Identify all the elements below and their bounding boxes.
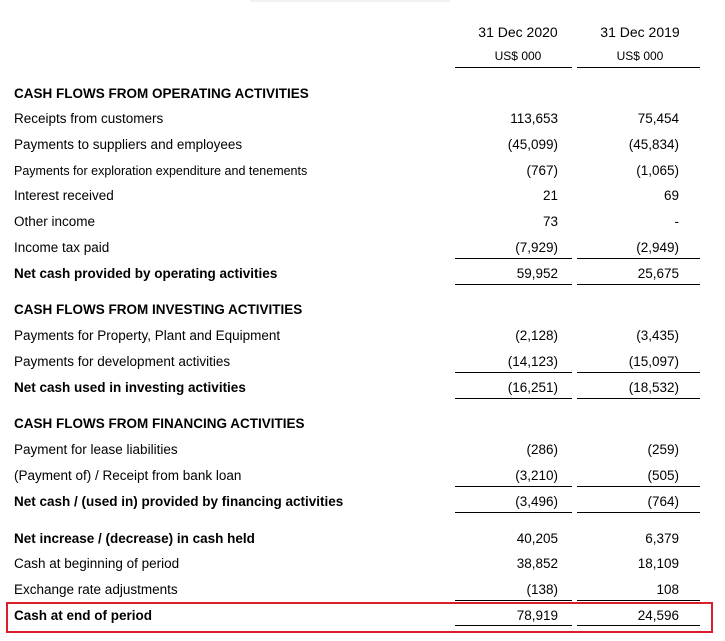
value-2019: (505): [647, 468, 679, 483]
value-2019: (45,834): [628, 137, 679, 152]
value-2020: (138): [526, 582, 558, 597]
investing-total-row: [0, 377, 725, 399]
row-label: Receipts from customers: [14, 111, 164, 126]
total-rule-2020: [455, 512, 572, 513]
value-2019: (1,065): [636, 163, 679, 178]
value-2020: (767): [526, 163, 558, 178]
final-rule-2020: [455, 625, 572, 626]
column-header-2020: 31 Dec 2020: [478, 24, 558, 40]
row-label: Payments for development activities: [14, 354, 231, 369]
investing-heading: [0, 299, 725, 321]
top-divider: [250, 0, 450, 2]
value-2020: (3,496): [515, 494, 558, 509]
value-2019: 75,454: [637, 111, 679, 126]
total-rule-2019: [577, 284, 700, 285]
subtotal-rule-2020: [455, 600, 572, 601]
financing-heading: [0, 413, 725, 435]
subtotal-rule-2019: [577, 600, 700, 601]
value-2019: 25,675: [637, 266, 679, 281]
value-2020: (16,251): [507, 380, 558, 395]
row-label: Exchange rate adjustments: [14, 582, 178, 597]
value-2019: 6,379: [645, 531, 679, 546]
row-label: Net cash used in investing activities: [14, 380, 246, 395]
section-heading: CASH FLOWS FROM OPERATING ACTIVITIES: [14, 86, 309, 101]
column-unit-2019: US$ 000: [616, 49, 664, 63]
value-2019: 24,596: [637, 608, 679, 623]
table-row: [0, 439, 725, 461]
row-label: Other income: [14, 214, 96, 229]
subtotal-rule-2019: [577, 486, 700, 487]
value-2020: 78,919: [516, 608, 558, 623]
value-2020: 59,952: [516, 266, 558, 281]
column-unit-2020: US$ 000: [494, 49, 542, 63]
table-row: [0, 108, 725, 130]
value-2020: (2,128): [515, 328, 558, 343]
table-row: [0, 325, 725, 347]
total-rule-2020: [455, 398, 572, 399]
table-row: [0, 211, 725, 233]
financing-total-row: [0, 491, 725, 513]
table-row: [0, 185, 725, 207]
value-2020: 113,653: [510, 111, 558, 126]
subtotal-rule-2020: [455, 486, 572, 487]
table-row: [0, 553, 725, 575]
value-2019: (764): [647, 494, 679, 509]
subtotal-rule-2020: [455, 258, 572, 259]
subtotal-rule-2019: [577, 372, 700, 373]
row-label: (Payment of) / Receipt from bank loan: [14, 468, 242, 483]
value-2020: 40,205: [516, 531, 558, 546]
row-label: Net increase / (decrease) in cash held: [14, 531, 255, 546]
cash-end-row: [0, 605, 725, 627]
row-label: Income tax paid: [14, 240, 110, 255]
value-2019: -: [674, 214, 679, 229]
table-row: [0, 237, 725, 259]
section-heading: CASH FLOWS FROM FINANCING ACTIVITIES: [14, 416, 305, 431]
row-label: Net cash / (used in) provided by financing activities: [14, 494, 344, 509]
header-underline-2020: [455, 67, 572, 68]
net-change-row: [0, 528, 725, 550]
operating-heading: [0, 83, 725, 105]
value-2019: (3,435): [636, 328, 679, 343]
value-2019: (259): [647, 442, 679, 457]
row-label: Payment for lease liabilities: [14, 442, 178, 457]
value-2020: (3,210): [515, 468, 558, 483]
column-header-2019: 31 Dec 2019: [600, 24, 680, 40]
table-row: [0, 465, 725, 487]
table-row: [0, 160, 725, 182]
total-rule-2019: [577, 398, 700, 399]
final-rule-2019: [577, 625, 700, 626]
table-row: [0, 579, 725, 601]
operating-total-row: [0, 263, 725, 285]
header-underline-2019: [577, 67, 700, 68]
row-label: Cash at end of period: [14, 608, 153, 623]
row-label: Net cash provided by operating activities: [14, 266, 278, 281]
value-2020: (7,929): [515, 240, 558, 255]
value-2019: (18,532): [628, 380, 679, 395]
row-label: Payments for Property, Plant and Equipment: [14, 328, 281, 343]
total-rule-2020: [455, 284, 572, 285]
row-label: Cash at beginning of period: [14, 556, 180, 571]
value-2020: (45,099): [507, 137, 558, 152]
value-2019: (2,949): [636, 240, 679, 255]
value-2020: (14,123): [507, 354, 558, 369]
value-2019: 69: [663, 188, 679, 203]
value-2020: (286): [526, 442, 558, 457]
value-2019: (15,097): [628, 354, 679, 369]
subtotal-rule-2019: [577, 258, 700, 259]
table-row: [0, 134, 725, 156]
section-heading: CASH FLOWS FROM INVESTING ACTIVITIES: [14, 302, 303, 317]
value-2020: 73: [542, 214, 558, 229]
row-label: Payments to suppliers and employees: [14, 137, 243, 152]
value-2020: 38,852: [516, 556, 558, 571]
subtotal-rule-2020: [455, 372, 572, 373]
value-2019: 108: [656, 582, 679, 597]
total-rule-2019: [577, 512, 700, 513]
value-2020: 21: [542, 188, 558, 203]
row-label: Interest received: [14, 188, 114, 203]
row-label: Payments for exploration expenditure and tenements: [14, 164, 308, 178]
table-row: [0, 351, 725, 373]
value-2019: 18,109: [637, 556, 679, 571]
